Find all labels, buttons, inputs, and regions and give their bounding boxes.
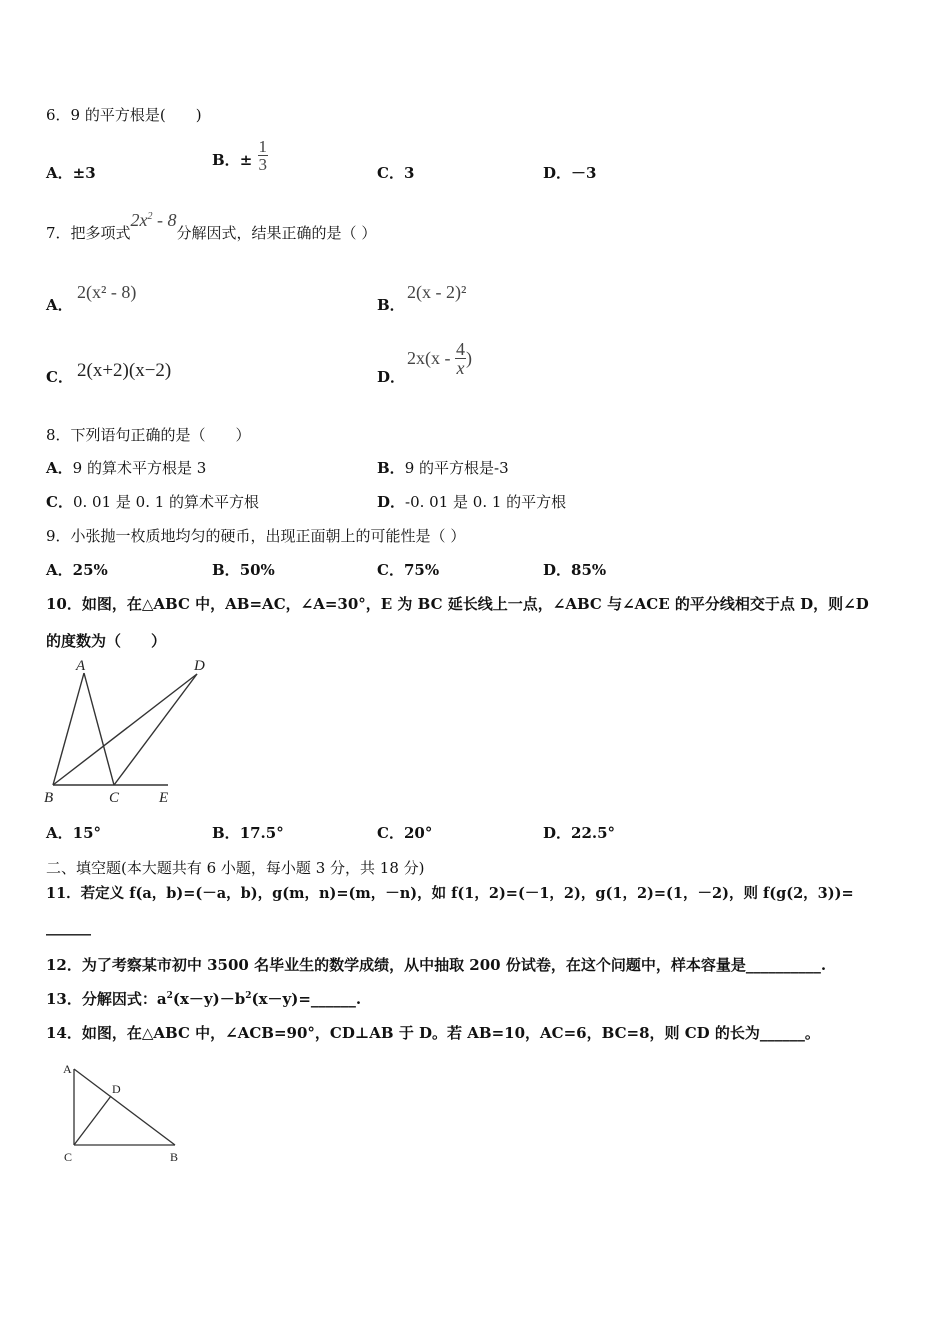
q7-option-c-expr: 2(x+2)(x−2) (77, 360, 172, 381)
q7-option-d-label: D． (377, 368, 406, 386)
q14-line-ab (74, 1069, 175, 1145)
section-2-heading: 二、填空题(本大题共有 6 小题，每小题 3 分，共 18 分) (46, 859, 425, 877)
q10-line-ac (84, 673, 114, 785)
q11-blank: ______ (46, 918, 91, 936)
q14-figure (56, 1058, 186, 1168)
q8-option-b: B．9 的平方根是-3 (377, 459, 509, 477)
q10-label-c: C (109, 790, 120, 806)
q10-option-d: D．22.5° (543, 824, 616, 842)
q6-option-b: B．± $\frac{1}{3}$ (212, 137, 267, 174)
q8-option-d: D．-0. 01 是 0. 1 的平方根 (377, 493, 567, 511)
q14-label-c: C (64, 1150, 73, 1164)
q7-option-b-expr: 2(x - 2)² (407, 282, 467, 302)
q10-label-e: E (159, 790, 169, 806)
q10-option-c: C．20° (377, 824, 433, 842)
q10-option-b: B．17.5° (212, 824, 284, 842)
q10-line-bd (53, 674, 197, 785)
q7-option-a-label: A． (46, 296, 73, 314)
q14-line-cd (74, 1096, 111, 1145)
q7-option-d-expr: 2x(x - $\frac{4}{x}$ ) (407, 339, 472, 378)
q14-label-b: B (170, 1150, 179, 1164)
q6-option-c: C．3 (377, 164, 415, 182)
q14-label-a: A (63, 1062, 72, 1076)
q6-option-a: A．±3 (46, 164, 96, 182)
q6-option-b-fraction: $\frac{1}{3}$ (258, 137, 267, 174)
q13-question: 13．分解因式：$a^2(x-y)-b^2(x-y)=\_\_\_\_\_\_$. (46, 990, 362, 1008)
q10-option-a: A．15° (46, 824, 102, 842)
q10-question-line1: 10．如图，在△ABC 中，AB=AC，∠A=30°，E 为 BC 延长线上一点，∠ABC 与∠ACE 的平分线相交于点 D，则∠D (46, 595, 869, 613)
q12-question: 12．为了考察某市初中 3500 名毕业生的数学成绩，从中抽取 200 份试卷，在这个问题中，样本容量是__________. (46, 956, 827, 974)
q7-polynomial: $2x^2 - 8$ (130, 210, 177, 230)
q9-question: 9．小张抛一枚质地均匀的硬币，出现正面朝上的可能性是（ ） (46, 527, 466, 545)
q10-label-a: A (76, 658, 86, 674)
q7-question: 7．把多项式$2x^2 - 8$分解因式，结果正确的是（ ） (46, 210, 377, 242)
q9-option-b: B．50% (212, 561, 275, 579)
q9-option-d: D．85% (543, 561, 607, 579)
q6-question: 6．9 的平方根是( ) (46, 106, 202, 124)
q10-line-ab (53, 673, 84, 785)
q8-option-c: C．0. 01 是 0. 1 的算术平方根 (46, 493, 260, 511)
q10-line-cd (114, 674, 197, 785)
q14-label-d: D (112, 1082, 121, 1096)
q14-question: 14．如图，在△ABC 中，∠ACB=90°，CD⊥AB 于 D。若 AB=10，AC=6，BC=8，则 CD 的长为______。 (46, 1024, 820, 1042)
q8-option-a: A．9 的算术平方根是 3 (46, 459, 207, 477)
q11-question: 11．若定义 f(a，b)=(－a，b)，g(m，n)=(m，－n)，如 f(1，2)=(－1，2)，g(1，2)=(1，－2)，则 f(g(2，3))= (46, 885, 854, 902)
q10-figure (40, 652, 220, 810)
q7-option-a-expr: 2(x² - 8) (77, 282, 137, 302)
q9-option-a: A．25% (46, 561, 108, 579)
q7-option-c-label: C． (46, 368, 73, 386)
q7-option-b-label: B． (377, 296, 405, 314)
q9-option-c: C．75% (377, 561, 440, 579)
q8-question: 8．下列语句正确的是（ ） (46, 426, 251, 444)
q10-question-line2: 的度数为（ ） (46, 632, 167, 650)
q10-label-d: D (194, 658, 205, 674)
q10-label-b: B (44, 790, 54, 806)
q7-option-d-fraction: $\frac{4}{x}$ (456, 339, 465, 378)
q6-option-d: D．－3 (543, 164, 597, 182)
